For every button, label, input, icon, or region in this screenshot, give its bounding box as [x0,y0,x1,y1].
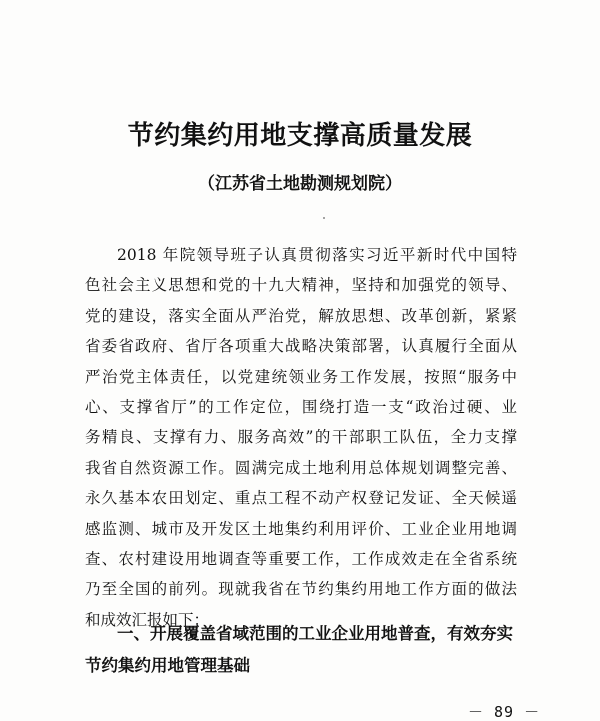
body-line: 感监测、城市及开发区土地集约利用评价、工业企业用地调 [85,519,517,538]
body-line: 心、支撑省厅”的工作定位，围绕打造一支“政治过硬、业 [85,398,517,417]
body-line: 我省自然资源工作。圆满完成土地利用总体规划调整完善、 [85,458,517,477]
body-line: 省委省政府、省厅各项重大战略决策部署，认真履行全面从 [85,337,517,356]
body-line: 乃至全国的前列。现就我省在节约集约用地工作方面的做法 [85,580,517,599]
body-line: 党的建设，落实全面从严治党，解放思想、改革创新，紧紧 [85,306,517,325]
scan-speck [323,217,325,219]
section-heading-line: 节约集约用地管理基础 [85,656,250,675]
body-paragraph [85,240,517,635]
body-line: 永久基本农田划定、重点工程不动产权登记发证、全天候遥 [85,489,517,508]
body-line: 严治党主体责任，以党建统领业务工作发展，按照“服务中 [85,367,517,386]
body-line: 查、农村建设用地调查等重要工作，工作成效走在全省系统 [85,550,517,569]
document-subtitle: （江苏省土地勘测规划院） [198,174,402,194]
section-heading-line: 一、开展覆盖省域范围的工业企业用地普查，有效夯实 [117,624,513,643]
document-title: 节约集约用地支撑高质量发展 [127,121,473,151]
body-line: 务精良、支撑有力、服务高效”的干部职工队伍，全力支撑 [85,428,517,447]
section-heading [85,618,525,682]
body-line: 2018 年院领导班子认真贯彻落实习近平新时代中国特 [117,246,517,264]
body-line: 和成效汇报如下： [85,610,210,629]
page-number: － 89 － [468,703,541,721]
body-line: 色社会主义思想和党的十九大精神，坚持和加强党的领导、 [85,276,517,295]
